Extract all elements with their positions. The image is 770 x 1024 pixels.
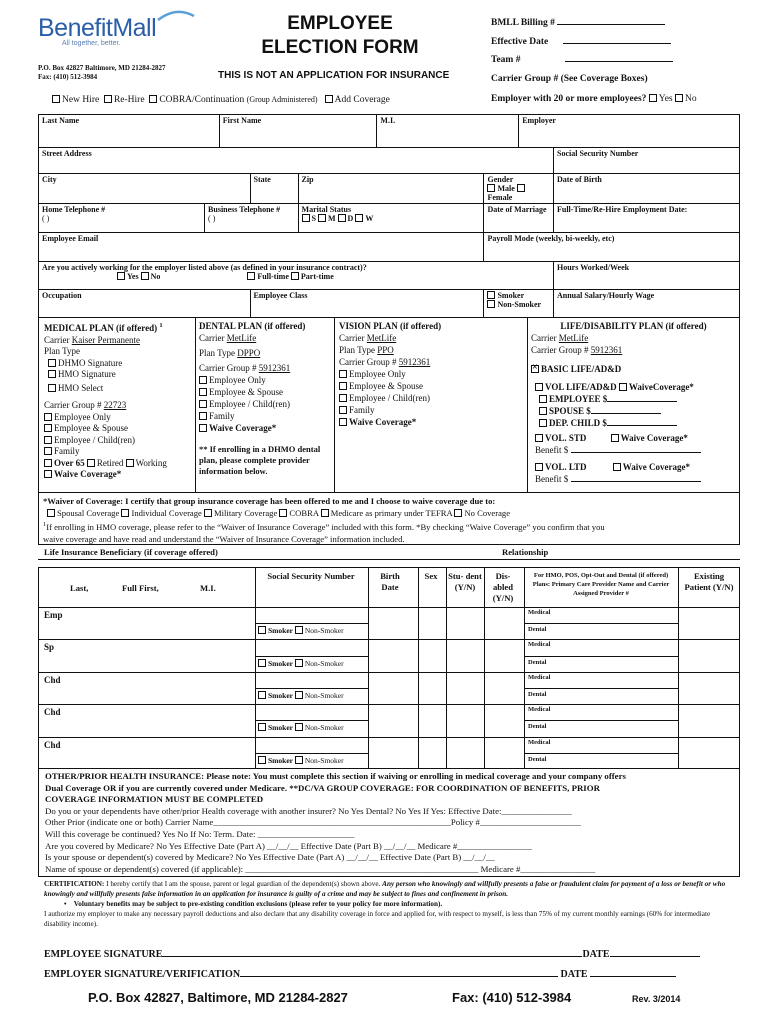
relationship-label: Relationship <box>502 547 549 557</box>
logo-tagline: All together, better. <box>62 40 121 47</box>
team-field[interactable] <box>565 61 673 62</box>
den-family-checkbox[interactable] <box>199 412 207 420</box>
ltd-waive-checkbox[interactable] <box>613 463 621 471</box>
smoker-field: Smoker Non-Smoker <box>484 290 554 318</box>
dhmo-signature-checkbox[interactable] <box>48 359 56 367</box>
vol-life-checkbox[interactable] <box>535 383 543 391</box>
female-checkbox[interactable] <box>517 184 525 192</box>
vis-employee-spouse-checkbox[interactable] <box>339 382 347 390</box>
vis-employee-children-checkbox[interactable] <box>339 394 347 402</box>
dep-medical-label: Medical <box>528 609 551 616</box>
hdr-student: Stu- dent (Y/N) <box>448 571 482 592</box>
dep-medical-label: Medical <box>528 706 551 714</box>
dep-medical-label: Medical <box>528 641 551 649</box>
employee-info-table <box>38 114 740 318</box>
hdr-disabled: Dis- abled (Y/N) <box>492 571 514 603</box>
hdr-pcp: For HMO, POS, Opt-Out and Dental (if offered) Plans: Primary Care Provider Name and Carrier Assigned Provider # <box>532 572 670 597</box>
aw-yes-checkbox[interactable] <box>117 272 125 280</box>
vol-child-checkbox[interactable] <box>539 419 547 427</box>
hours-field[interactable]: Hours Worked/Week <box>554 262 740 290</box>
den-employee-only-checkbox[interactable] <box>199 376 207 384</box>
certification: CERTIFICATION: I hereby certify that I am the spouse, parent or legal guardian of the dependent(s) shown above. Any person who knowingly and willfully presents a false or fraudulent claim for payment of a loss or benefit or who knowingly and willfully presents false information in an application for insurance is guilty of a crime and may be subject to fines and confinement in prison. • Voluntary benefits may be subject to pre-existing condition exclusions (please refer to your policy for more information). I authorize my employer to make any necessary payroll deductions and also declare that any disability coverage in force and applied for, with respect to myself, is less than 75% of my current monthly earnings (60% for intermediate disability income). <box>44 880 726 928</box>
hdr-sex: Sex <box>424 571 438 581</box>
add-coverage-checkbox[interactable] <box>325 95 333 103</box>
dependent-smoker-option: Smoker Non-Smoker <box>258 626 344 635</box>
working-checkbox[interactable] <box>126 459 134 467</box>
employee-signature-field[interactable] <box>162 956 582 957</box>
vol-employee-checkbox[interactable] <box>539 395 547 403</box>
marital-status-field: Marital Status S M D W <box>298 204 484 233</box>
employer-field[interactable]: Employer <box>519 115 740 148</box>
dep-dental-label: Dental <box>528 626 547 634</box>
vis-employee-only-checkbox[interactable] <box>339 370 347 378</box>
election-type-row: New Hire Re-Hire COBRA/Continuation (Group Administered) Add Coverage <box>52 95 390 105</box>
med-employee-spouse-checkbox[interactable] <box>44 424 52 432</box>
first-name-field[interactable]: First Name <box>219 115 377 148</box>
std-waive-checkbox[interactable] <box>611 434 619 442</box>
state-field[interactable]: State <box>250 174 298 204</box>
rehire-checkbox[interactable] <box>104 95 112 103</box>
employer20-yes-checkbox[interactable] <box>649 94 657 102</box>
den-employee-children-checkbox[interactable] <box>199 400 207 408</box>
hdr-existing: Existing Patient (Y/N) <box>684 571 734 592</box>
dep-medical-label: Medical <box>528 673 551 681</box>
marital-w-checkbox[interactable] <box>355 214 363 222</box>
basic-life-checkbox[interactable] <box>531 365 539 373</box>
employer-date-field[interactable] <box>590 976 676 977</box>
hmo-signature-checkbox[interactable] <box>48 370 56 378</box>
billing-block: BMLL Billing # Effective Date Team # Carrier Group # (See Coverage Boxes) Employer with 20 or more employees? Yes No <box>491 18 697 104</box>
waiver-individual-checkbox[interactable] <box>121 509 129 517</box>
mi-field[interactable]: M.I. <box>377 115 519 148</box>
non-smoker-checkbox[interactable] <box>487 300 495 308</box>
med-waive-checkbox[interactable] <box>44 470 52 478</box>
marital-s-checkbox[interactable] <box>302 214 310 222</box>
vision-plan: VISION PLAN (if offered) Carrier MetLife Plan Type PPO Carrier Group # 5912361 Employee Only Employee & Spouse Employee / Child(ren) Family Waive Coverage* <box>339 321 442 427</box>
employee-class-field[interactable]: Employee Class <box>250 290 484 318</box>
employer-signature-field[interactable] <box>240 976 558 977</box>
other-insurance-section: OTHER/PRIOR HEALTH INSURANCE: Please note: You must complete this section if waiving or enrolling in medical coverage and your company offers Dual Coverage OR if you are currently covered under Medicare. **DC/VA GROUP COVERAGE: FOR COORDINATION OF BENEFITS, PRIOR COVERAGE INFORMATION MUST BE COMPLETED Do you or your dependents have other/prior Health coverage with another insurer? No Yes Dental? No Yes If Yes: Effective Date:________________ Other Prior (indicate one or both) Carrier Name______________________________________________________Policy #_______________________ Will this coverage be continued? Yes No If No: Term. Date: ______________________ Are you covered by Medicare? No Yes Effective Date (Part A) __/__/__ Effective Date (Part B) __/__/__ Medicare #_________________ Is your spouse or dependent(s) covered by Medicare? No Yes Effective Date (Part A) __/__/__ Effective Date (Part B) __/__/__ Name of spouse or dependent(s) covered (if applicable): _____________________________________________________ Medicare #_________________ <box>38 769 740 877</box>
dhmo-note: ** If enrolling in a DHMO dental plan, please complete provider information below. <box>199 444 321 476</box>
vol-life-waive-checkbox[interactable] <box>619 383 627 391</box>
hdr-birth: Birth Date <box>380 571 400 592</box>
salary-field[interactable]: Annual Salary/Hourly Wage <box>554 290 740 318</box>
employment-date-field[interactable]: Full-Time/Re-Hire Employment Date: <box>554 204 740 233</box>
den-waive-checkbox[interactable] <box>199 424 207 432</box>
vol-ltd-checkbox[interactable] <box>535 463 543 471</box>
dependent-row-label: Emp <box>44 610 63 620</box>
logo <box>38 14 156 47</box>
dependent-smoker-option: Smoker Non-Smoker <box>258 723 344 732</box>
email-field[interactable]: Employee Email <box>39 233 484 262</box>
footer-rev: Rev. 3/2014 <box>632 994 681 1004</box>
retired-checkbox[interactable] <box>87 459 95 467</box>
dep-non-smoker-checkbox[interactable] <box>295 723 303 731</box>
dep-medical-label: Medical <box>528 738 551 746</box>
dependent-smoker-option: Smoker Non-Smoker <box>258 756 344 765</box>
header-fax: Fax: (410) 512-3984 <box>38 73 98 81</box>
vis-waive-checkbox[interactable] <box>339 418 347 426</box>
dep-non-smoker-checkbox[interactable] <box>295 756 303 764</box>
hdr-last: Last, <box>70 583 89 593</box>
waiver-no-coverage-checkbox[interactable] <box>454 509 462 517</box>
vol-spouse-checkbox[interactable] <box>539 407 547 415</box>
employee-date-field[interactable] <box>610 956 700 957</box>
footer-address: P.O. Box 42827, Baltimore, MD 21284-2827 <box>88 990 348 1005</box>
street-field[interactable]: Street Address <box>39 148 554 174</box>
male-checkbox[interactable] <box>487 184 495 192</box>
logo-text: BenefitMall <box>38 14 157 42</box>
aw-no-checkbox[interactable] <box>141 272 149 280</box>
employer20-no-checkbox[interactable] <box>675 94 683 102</box>
not-application-notice: THIS IS NOT AN APPLICATION FOR INSURANCE <box>218 70 450 81</box>
den-employee-spouse-checkbox[interactable] <box>199 388 207 396</box>
med-employee-only-checkbox[interactable] <box>44 413 52 421</box>
dependent-row-label: Chd <box>44 707 61 718</box>
footer-fax: Fax: (410) 512-3984 <box>452 990 572 1005</box>
new-hire-checkbox[interactable] <box>52 95 60 103</box>
dep-smoker-checkbox[interactable] <box>258 756 266 764</box>
form-title: EMPLOYEE ELECTION FORM <box>261 13 419 58</box>
dependent-smoker-option: Smoker Non-Smoker <box>258 691 344 700</box>
dep-non-smoker-checkbox[interactable] <box>295 659 303 667</box>
dob-field[interactable]: Date of Birth <box>554 174 740 204</box>
over65-checkbox[interactable] <box>44 459 52 467</box>
hdr-ssn: Social Security Number <box>267 571 355 581</box>
waiver-medicare-checkbox[interactable] <box>321 509 329 517</box>
dependent-row-label: Sp <box>44 642 55 653</box>
dep-smoker-checkbox[interactable] <box>258 691 266 699</box>
employer-signature-row: EMPLOYER SIGNATURE/VERIFICATION DATE <box>44 969 676 980</box>
waiver-section: *Waiver of Coverage: I certify that group insurance coverage has been offered to me and I choose to waive coverage due to: Spousal Coverage Individual Coverage Military Coverage COBRA Medicare as primary under TEFRA No Coverage $^1$If enrolling in HMO coverage, please refer to the “Waiver of Insurance Coverage” included with this form. *By checking “Waive Coverage” you confirm that you waive coverage and have read and understand the “Waiver of Insurance Coverage” information included. <box>38 493 740 545</box>
dependent-row-label: Chd <box>44 674 61 685</box>
ssn-field[interactable]: Social Security Number <box>554 148 740 174</box>
gender-field: Gender Male Female <box>484 174 554 204</box>
effective-date-field[interactable] <box>563 43 671 44</box>
employee-signature-row: EMPLOYEE SIGNATURE DATE <box>44 949 700 960</box>
vol-std-checkbox[interactable] <box>535 434 543 442</box>
marriage-date-field[interactable]: Date of Marriage <box>484 204 554 233</box>
dependent-row-label: Chd <box>44 739 61 750</box>
dep-smoker-checkbox[interactable] <box>258 626 266 634</box>
dental-plan: DENTAL PLAN (if offered) Carrier MetLife Plan Type DPPO Carrier Group # 5912361 Employee Only Employee & Spouse Employee / Child(ren) Family Waive Coverage* ** If enrolling in a DHMO dental plan, please complete provider information below. <box>199 320 331 477</box>
dep-non-smoker-checkbox[interactable] <box>295 691 303 699</box>
hdr-first: Full First, <box>122 583 159 593</box>
life-disability-plan: LIFE/DISABILITY PLAN (if offered) Carrier MetLife Carrier Group # 5912361 ×BASIC LIFE/AD&D VOL LIFE/AD&D WaiveCoverage* EMPLOYEE $ SPOUSE $ DEP. CHILD $ VOL. STD Waive Coverage* Benefit $ VOL. LTD Waive Coverage* Benefit $ <box>531 320 736 485</box>
waiver-military-checkbox[interactable] <box>204 509 212 517</box>
dep-smoker-checkbox[interactable] <box>258 723 266 731</box>
waiver-cobra-checkbox[interactable] <box>279 509 287 517</box>
marital-m-checkbox[interactable] <box>318 214 326 222</box>
med-employee-children-checkbox[interactable] <box>44 436 52 444</box>
dep-dental-label: Dental <box>528 755 547 763</box>
dep-non-smoker-checkbox[interactable] <box>295 626 303 634</box>
actively-working-field: Are you actively working for the employer listed above (as defined in your insurance contract)? Yes No Full-time Part-time <box>39 262 554 290</box>
bmll-billing-field[interactable] <box>557 24 665 25</box>
dep-dental-label: Dental <box>528 723 547 731</box>
zip-field[interactable]: Zip <box>298 174 484 204</box>
marital-d-checkbox[interactable] <box>338 214 346 222</box>
part-time-checkbox[interactable] <box>291 272 299 280</box>
dep-dental-label: Dental <box>528 691 547 698</box>
med-family-checkbox[interactable] <box>44 447 52 455</box>
business-phone-field[interactable]: Business Telephone # ( ) <box>205 204 298 233</box>
home-phone-field[interactable]: Home Telephone # ( ) <box>39 204 205 233</box>
dep-dental-label: Dental <box>528 658 547 666</box>
payroll-mode-field[interactable]: Payroll Mode (weekly, bi-weekly, etc) <box>484 233 740 262</box>
hdr-mi: M.I. <box>200 583 216 593</box>
dependent-smoker-option: Smoker Non-Smoker <box>258 659 344 668</box>
city-field[interactable]: City <box>39 174 251 204</box>
beneficiary-label: Life Insurance Beneficiary (if coverage offered) <box>44 547 218 557</box>
last-name-field[interactable]: Last Name <box>39 115 220 148</box>
hmo-select-checkbox[interactable] <box>48 384 56 392</box>
full-time-checkbox[interactable] <box>247 272 255 280</box>
logo-swoosh-icon <box>156 10 196 22</box>
vis-family-checkbox[interactable] <box>339 406 347 414</box>
smoker-checkbox[interactable] <box>487 291 495 299</box>
waiver-spousal-checkbox[interactable] <box>47 509 55 517</box>
dep-smoker-checkbox[interactable] <box>258 659 266 667</box>
medical-plan: MEDICAL PLAN (if offered) $^1$ Carrier Kaiser Permanente Plan Type DHMO Signature HMO Signature HMO Select Carrier Group # 22723 Employee Only Employee & Spouse Employee / Child(ren) Family Over 65 Retired Working Waive Coverage* <box>44 322 167 479</box>
header-address: P.O. Box 42827 Baltimore, MD 21284-2827 <box>38 64 166 72</box>
cobra-checkbox[interactable] <box>149 95 157 103</box>
occupation-field[interactable]: Occupation <box>39 290 251 318</box>
